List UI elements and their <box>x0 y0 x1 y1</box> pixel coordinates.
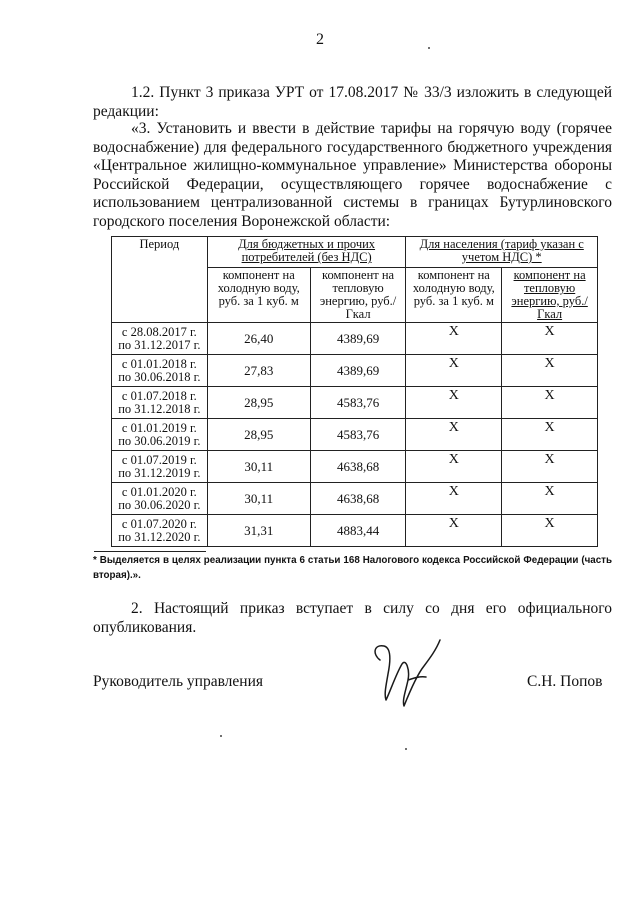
signer-name: С.Н. Попов <box>527 673 603 690</box>
pop-heat-cell: X <box>502 419 598 451</box>
scan-speck <box>220 735 222 737</box>
pop-heat-cell: X <box>502 387 598 419</box>
cold-cell: 28,95 <box>207 419 310 451</box>
tariff-table <box>111 236 598 547</box>
table-row <box>112 355 598 387</box>
pop-cold-cell: X <box>406 387 502 419</box>
footnote: * Выделяется в целях реализации пункта 6 статьи 168 Налогового кодекса Российской Федерации (часть вторая).». <box>93 555 612 581</box>
cold-cell: 28,95 <box>207 387 310 419</box>
cold-cell: 30,11 <box>207 451 310 483</box>
heat-cell: 4638,68 <box>310 451 406 483</box>
header-population: Для населения (тариф указан с учетом НДС) * <box>406 237 598 268</box>
period-cell: с 01.01.2020 г. по 30.06.2020 г. <box>112 483 208 515</box>
period-cell: с 01.01.2018 г. по 30.06.2018 г. <box>112 355 208 387</box>
subheader-budget-heat: компонент на тепловую энергию, руб./Гкал <box>310 268 406 323</box>
pop-heat-cell: X <box>502 323 598 355</box>
cold-cell: 31,31 <box>207 515 310 547</box>
table-row <box>112 451 598 483</box>
pop-heat-cell: X <box>502 451 598 483</box>
heat-cell: 4389,69 <box>310 355 406 387</box>
period-cell: с 01.07.2020 г. по 31.12.2020 г. <box>112 515 208 547</box>
period-cell: с 01.07.2019 г. по 31.12.2019 г. <box>112 451 208 483</box>
paragraph-1-2: 1.2. Пункт 3 приказа УРТ от 17.08.2017 № 33/3 изложить в следующей редакции: <box>93 84 612 120</box>
header-period: Период <box>112 237 208 323</box>
footnote-divider <box>94 551 206 552</box>
page-number: 2 <box>316 31 324 48</box>
table-row <box>112 483 598 515</box>
cold-cell: 30,11 <box>207 483 310 515</box>
pop-cold-cell: X <box>406 419 502 451</box>
heat-cell: 4638,68 <box>310 483 406 515</box>
table-row <box>112 387 598 419</box>
pop-heat-cell: X <box>502 515 598 547</box>
subheader-pop-heat: компонент на тепловую энергию, руб./Гкал <box>502 268 598 323</box>
header-budget: Для бюджетных и прочих потребителей (без НДС) <box>207 237 406 268</box>
pop-cold-cell: X <box>406 451 502 483</box>
subheader-budget-cold: компонент на холодную воду, руб. за 1 куб. м <box>207 268 310 323</box>
table-row <box>112 323 598 355</box>
table-row <box>112 419 598 451</box>
signer-title: Руководитель управления <box>93 673 264 690</box>
heat-cell: 4883,44 <box>310 515 406 547</box>
period-cell: с 01.01.2019 г. по 30.06.2019 г. <box>112 419 208 451</box>
pop-heat-cell: X <box>502 483 598 515</box>
scan-speck <box>405 748 407 750</box>
cold-cell: 26,40 <box>207 323 310 355</box>
period-cell: с 01.07.2018 г. по 31.12.2018 г. <box>112 387 208 419</box>
cold-cell: 27,83 <box>207 355 310 387</box>
table-row <box>112 515 598 547</box>
pop-cold-cell: X <box>406 483 502 515</box>
paragraph-clause-3: «3. Установить и ввести в действие тарифы на горячую воду (горячее водоснабжение) для федерального государственного бюджетного учреждения «Центральное жилищно-коммунальное управление» Министерства обороны Российской Федерации, осуществляющего горячее водоснабжение с использованием централизованной системы в границах Бутурлиновского городского поселения Воронежской области: <box>93 120 612 230</box>
signature-image <box>366 630 446 710</box>
heat-cell: 4583,76 <box>310 419 406 451</box>
pop-cold-cell: X <box>406 515 502 547</box>
subheader-pop-cold: компонент на холодную воду, руб. за 1 куб. м <box>406 268 502 323</box>
paragraph-2: 2. Настоящий приказ вступает в силу со дня его официального опубликования. <box>93 600 612 636</box>
period-cell: с 28.08.2017 г. по 31.12.2017 г. <box>112 323 208 355</box>
pop-cold-cell: X <box>406 323 502 355</box>
pop-cold-cell: X <box>406 355 502 387</box>
heat-cell: 4389,69 <box>310 323 406 355</box>
heat-cell: 4583,76 <box>310 387 406 419</box>
scan-speck <box>428 47 430 49</box>
table-header-row <box>112 237 598 268</box>
pop-heat-cell: X <box>502 355 598 387</box>
